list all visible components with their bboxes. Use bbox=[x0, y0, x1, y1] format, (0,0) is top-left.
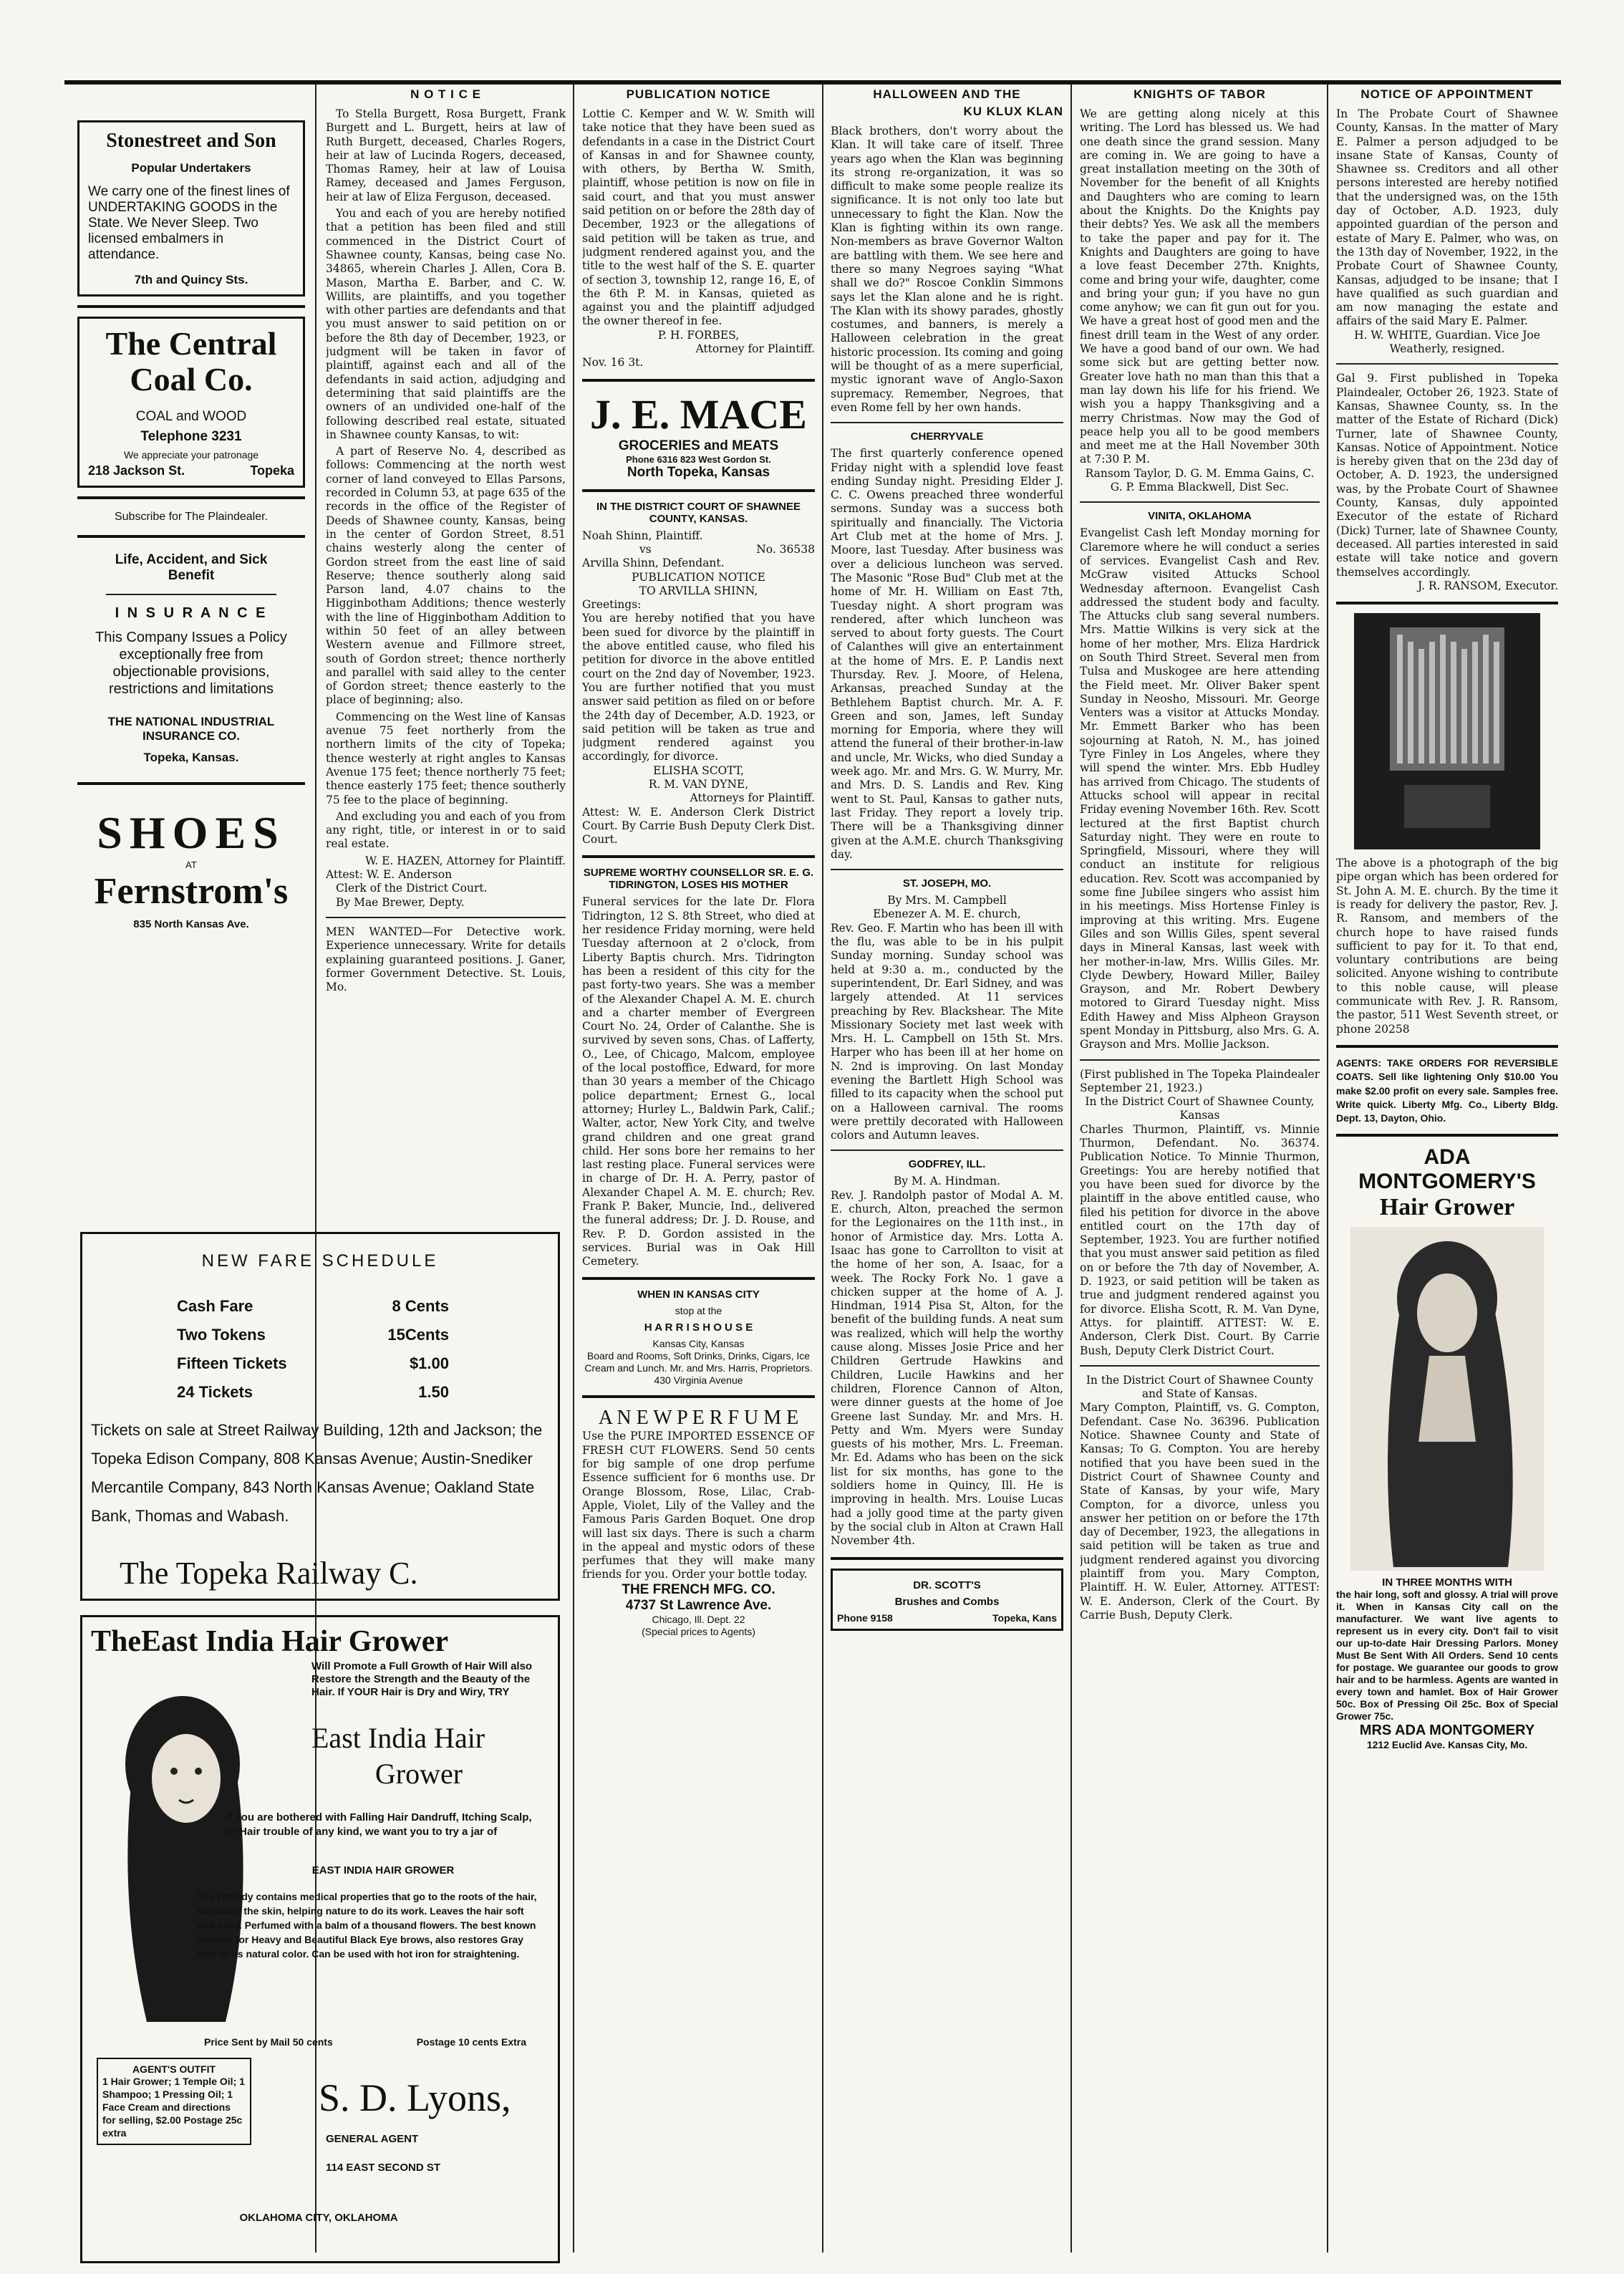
notice-para: To Stella Burgett, Rosa Burgett, Frank Burgett and L. Burgett, heirs at law of Ruth Burgett, deceased, Charles Rogers, heir at law of Lucinda Rogers, deceased, Thomas Ramey, heir at law of Louisa Ramey, deceased and James Ferguson, heir at law of Eliza Ferguson, deceased. bbox=[326, 107, 566, 203]
pubnotice-date: Nov. 16 3t. bbox=[582, 356, 644, 370]
east-india-ad bbox=[80, 1615, 560, 2263]
insurance-line-2: Benefit bbox=[168, 568, 215, 583]
appointment-sign-2: J. R. RANSOM, Executor. bbox=[1418, 579, 1558, 592]
column-5 bbox=[1080, 85, 1320, 2253]
divider bbox=[1336, 602, 1558, 604]
perfume-body: Use the PURE IMPORTED ESSENCE OF FRESH CUT FLOWERS. Send 50 cents for big sample of one drop perfume Essence sufficient for 6 months use. Dr Orange Blossom, Rose, Lilac, Crab-Apple, Violet, Lily of the Valley and the Famous Paris Garden Boquet. One drop will last six days. There is such a charm in the appeal and mystic odors of these perfumes that they will make many friends for you. Order your bottle today. bbox=[582, 1430, 815, 1581]
men-wanted-ad: MEN WANTED—For Detective work. Experience unnecessary. Write for details explaining guaranteed positions. J. Ganer, former Government Detective. St. Louis, Mo. bbox=[326, 925, 566, 994]
column-4 bbox=[831, 85, 1063, 2253]
divider bbox=[1080, 1365, 1320, 1367]
subscribe-line: Subscribe for The Plaindealer. bbox=[114, 511, 269, 523]
agent-title: GENERAL AGENT bbox=[326, 2133, 419, 2145]
notice-sign: W. E. HAZEN, Attorney for Plaintiff. bbox=[365, 854, 566, 867]
cherryvale-title: CHERRYVALE bbox=[910, 430, 984, 443]
montgomery-body: the hair long, soft and glossy. A trial will prove it. When in Kansas City call on the manufacturer. We want live agents to represent us in every city. Don't fail to visit our up-to-date Hair Dressing Parlors. Money Must Be Sent With All Orders. Send 10 cents for postage. We guarantee our goods to grow hair and to be harmless. Agents are wanted in every town and hamlet. Box of Hair Grower 50c. Box of Pressing Oil 25c. Box of Special Grower 75c. bbox=[1336, 1589, 1558, 1723]
column-rule bbox=[1327, 85, 1328, 2253]
mace-ad bbox=[582, 390, 815, 481]
agent-city: OKLAHOMA CITY, OKLAHOMA bbox=[239, 2212, 398, 2224]
fare-schedule-ad bbox=[80, 1232, 560, 1601]
coal-note: We appreciate your patronage bbox=[123, 449, 259, 461]
mace-name: J. E. MACE bbox=[590, 390, 807, 438]
scott-title: DR. SCOTT'S bbox=[913, 1579, 981, 1591]
montgomery-months: IN THREE MONTHS WITH bbox=[1382, 1576, 1512, 1589]
mace-phone: Phone 6316 823 West Gordon St. bbox=[626, 453, 771, 465]
insurance-city: Topeka, Kansas. bbox=[143, 751, 239, 764]
divider bbox=[831, 1557, 1063, 1560]
column-rule bbox=[1070, 85, 1072, 2253]
undertakers-body: We carry one of the finest lines of UNDERTAKING GOODS in the State. We Never Sleep. Two licensed embalmers in attendance. bbox=[88, 184, 290, 262]
divider bbox=[582, 1277, 815, 1280]
divider bbox=[582, 1395, 815, 1398]
appointment-body-2: Gal 9. First published in Topeka Plaindealer, October 26, 1923. State of Kansas, Shawnee County, ss. In the matter of the Estate of Richard (Dick) Turner, late of Shawnee County, Kansas. Notice of Appointment. Notice is hereby given that on the 23d day of October, A. D. 1923, the undersigned was, by the Probate Court of Shawnee County, Kansas, duly appointed Executor of the estate of Richard (Dick) Turner, late of Shawnee County, deceased. All parties interested in said estate will take notice and govern themselves accordingly. bbox=[1336, 372, 1558, 579]
notice-body bbox=[326, 107, 566, 852]
cherryvale-body: The first quarterly conference opened Friday night with a splendid love feast ending Sunday night. Presiding Elder J. C. C. Owens preached three wonderful sermons. Sunday was a success both spiritually and financially. The Victoria Art Club met at the home of Mrs. J. Moore, last Tuesday. After business was over a delicious luncheon was served. The Masonic "Rose Bud" Club met at the home of Mr. H. William on East 7th, Tuesday night. A short program was rendered, after which luncheon was served to about forty guests. The Court of Calanthes will give an entertainment at the home of Mrs. E. P. Landis next Thursday. Rev. J. Moore, of Helena, Arkansas, preached Sunday at the Bethlehem Baptist church. Mr. A. F. Green and son, James, left Sunday morning for Emporia, where they will attend the funeral of their brother-in-law and uncle, Mr. Wicks, who died Sunday a week ago. Mr. and Mrs. G. W. Murry, Mr. and Mrs. D. S. Landis and Rev. King went to St. Paul, Kansas to gather nuts, last Friday. They report a lovely trip. There will be a Thanksgiving dinner given at the A.M.E. church Thanksgiving day. bbox=[831, 447, 1063, 861]
montgomery-ad bbox=[1336, 1145, 1558, 1751]
supreme-title: SUPREME WORTHY COUNSELLOR SR. E. G. TIDRINGTON, LOSES HIS MOTHER bbox=[583, 867, 814, 892]
knights-title: KNIGHTS OF TABOR bbox=[1134, 87, 1266, 101]
appointment-title: NOTICE OF APPOINTMENT bbox=[1360, 87, 1534, 101]
divider bbox=[77, 305, 305, 308]
column-left-ads bbox=[77, 85, 305, 1200]
east-india-product-1: East India Hair bbox=[311, 1722, 485, 1754]
mace-line: GROCERIES and MEATS bbox=[618, 438, 779, 453]
notice-para: You and each of you are hereby notified that a petition has been filed and still commenced in the District Court of Shawnee county, Kansas, being case No. 34865, wherein Charles J. Allen, Cora B. Mason, Martha E. Barber, and C. W. Willits, are plaintiffs, and you together with other parties are defendants and that you must answer to said petition on or before the 8th day of December, 1923, or judgment will be taken in favor of plaintiff, against each and all of the defendants in said action, adjudging and determining that said plaintiffs are the owners of an undivided one-half of the following described real estate, situated in Shawnee county Kansas, to wit: bbox=[326, 207, 566, 441]
perfume-company: THE FRENCH MFG. CO. bbox=[622, 1581, 775, 1597]
insurance-company: THE NATIONAL INDUSTRIAL INSURANCE CO. bbox=[107, 715, 275, 743]
divider bbox=[77, 535, 305, 538]
thurmon-first: (First published in The Topeka Plaindealer September 21, 1923.) bbox=[1080, 1067, 1320, 1094]
coal-address: 218 Jackson St. bbox=[88, 463, 185, 478]
column-notice bbox=[326, 85, 566, 1200]
fare-row: Fifteen Tickets $1.00 bbox=[177, 1354, 449, 1372]
district-sign-2: R. M. VAN DYNE, bbox=[648, 777, 749, 791]
fare-body: Tickets on sale at Street Railway Building, 12th and Jackson; the Topeka Edison Company, 808 Kansas Avenue; Austin-Snediker Mercantile Company, 843 North Kansas Avenue; Oakland State Bank, Thomas and Wabash. bbox=[91, 1421, 543, 1525]
scott-phone: Phone 9158 bbox=[837, 1611, 893, 1624]
district-no: No. 36538 bbox=[756, 542, 815, 556]
divider bbox=[1336, 1045, 1558, 1048]
long-hair-woman-illustration bbox=[1350, 1227, 1544, 1571]
outfit-title: AGENT'S OUTFIT bbox=[132, 2063, 216, 2075]
coal-name-1: The Central bbox=[105, 325, 277, 362]
agents-ad: AGENTS: TAKE ORDERS FOR REVERSIBLE COATS. Sell like lightening Only $10.00 You make $2.00 profit on every sale. Samples free. Write quick. Liberty Mfg. Co., Liberty Bldg. Dept. 13, Dayton, Ohio. bbox=[1336, 1056, 1558, 1124]
godfrey-by: By M. A. Hindman. bbox=[893, 1175, 1001, 1188]
east-india-body: The remedy contains medical properties that go to the roots of the hair, stimulate the skin, helping nature to do its work. Leaves the hair soft and silky. Perfumed with a balm of a thousand flowers. The best known remedy for Heavy and Beautiful Black Eye brows, also restores Gray Hair to its natural color. Can be used with hot iron for straightening. bbox=[197, 1891, 537, 1960]
perfume-ad bbox=[582, 1407, 815, 1637]
fare-company: The Topeka Railway C. bbox=[120, 1556, 418, 1591]
shoes-ad bbox=[77, 806, 305, 930]
pipe-organ-photo bbox=[1340, 613, 1555, 849]
harris-city: Kansas City, Kansas bbox=[652, 1338, 745, 1350]
insurance-line-1: Life, Accident, and Sick bbox=[115, 552, 268, 567]
supreme-body: Funeral services for the late Dr. Flora Tidrington, 12 S. 8th Street, who died at her residence Friday morning, were held Tuesday afternoon at 2 o'clock, from Liberty Baptis church. Mrs. Tidrington has been a resident of this city for the past forty-two years. She was a member of the Alexander Chapel A. M. E. church and a charter member of Evergreen Court No. 24, Order of Calanthe. She is survived by seven sons, Chas. of Lafferty, O., Lee, of Chicago, Malcom, employee of the local postoffice, Edward, for more than 30 years a member of the Chicago police department; Ernest G., local attorney; Hurley L., Baldwin Park, Calif.; Walter, actor, New York City, and twelve grand children and one great grand child. Her sons bore her remains to her last resting place. Funeral services were in charge of Dr. H. A. Perry, pastor of Alexander Chapel A. M. E. church; Rev. Frank P. Baker, Muncie, Ind., delivered the funeral address; Dr. J. D. Rouse, and Rev. P. D. Gordon assisted in the services. Burial was in Oak Hill Cemetery. bbox=[582, 895, 815, 1268]
divider bbox=[831, 1150, 1063, 1151]
shoes-store: Fernstrom's bbox=[94, 871, 289, 912]
insurance-body: This Company Issues a Policy exceptionally free from objectionable provisions, restrictions and limitations bbox=[95, 630, 287, 697]
pubnotice-title: PUBLICATION NOTICE bbox=[626, 87, 771, 101]
divider bbox=[1336, 1134, 1558, 1137]
undertakers-sub: Popular Undertakers bbox=[131, 161, 251, 175]
montgomery-sign: MRS ADA MONTGOMERY bbox=[1359, 1723, 1535, 1739]
divider bbox=[831, 422, 1063, 423]
district-sign-3: Attorneys for Plaintiff. bbox=[690, 791, 815, 805]
organ-caption: The above is a photograph of the big pipe organ which has been ordered for St. John A. M. E. church. By the time it is ready for delivery the pastor, Rev. J. R. Ransom, and members of the church hope to have raised funds sufficient to pay for it. To that end, voluntary contributions are being solicited. Anyone wishing to contribute to this noble cause, will please communicate with Rev. J. R. Ransom, the pastor, 511 West Seventh street, or phone 20258 bbox=[1336, 857, 1558, 1036]
district-plaintiff: Noah Shinn, Plaintiff. bbox=[582, 529, 703, 542]
harris-body: Board and Rooms, Soft Drinks, Drinks, Cigars, Ice Cream and Lunch. Mr. and Mrs. Harris, Proprietors. 430 Virginia Avenue bbox=[584, 1350, 813, 1387]
divider bbox=[77, 496, 305, 499]
perfume-city: Chicago, Ill. Dept. 22 bbox=[652, 1613, 745, 1625]
godfrey-body: Rev. J. Randolph pastor of Modal A. M. E. church, Alton, preached the sermon for the Legionaires on the 11th inst., in honor of Armistice day. Mrs. Lotta A. Isaac has gone to Carrollton to visit at the home of her son, A. Isaac, for a week. The Rocky Fork No. 1 gave a chicken supper at the home of A. J. Hindman, 1914 Pisa St, Alton, for the benefit of the building funds. A neat sum was realized, which will help the worthy cause along. Misses Josie Price and her Children Gertrude Hawkins and Children, Lucile Hawkins and her children, Florence Cannon of Alton, were dinner guests at the home of Joe Greene last Sunday. Mr. and Mrs. H. Petty and Wm. Myers were Sunday guests of his mother, Mrs. L. Freeman. Mr. Ed. Adams who has been on the sick list for six months, has gone to the soldiers home in Quincy, Ill. He is improving in health. Mrs. Louise Lucas had a jolly good time at the party given by the social club in Alton at Crawn Hall November 4th. bbox=[831, 1188, 1063, 1548]
agent-name: S. D. Lyons, bbox=[319, 2076, 511, 2119]
outfit-body: 1 Hair Grower; 1 Temple Oil; 1 Shampoo; 1 Pressing Oil; 1 Face Cream and directions for selling, $2.00 Postage 25c extra bbox=[102, 2076, 245, 2139]
montgomery-sub: Hair Grower bbox=[1379, 1194, 1515, 1221]
godfrey-title: GODFREY, ILL. bbox=[908, 1158, 986, 1171]
divider bbox=[326, 917, 566, 918]
compton-court: In the District Court of Shawnee County and State of Kansas. bbox=[1086, 1373, 1314, 1401]
notice-para: And excluding you and each of you from any right, title, or interest in or to said real estate. bbox=[326, 809, 566, 851]
shoes-address: 835 North Kansas Ave. bbox=[133, 918, 249, 930]
district-title: IN THE DISTRICT COURT OF SHAWNEE COUNTY, KANSAS. bbox=[596, 500, 801, 525]
divider bbox=[831, 869, 1063, 870]
district-sub: PUBLICATION NOTICE bbox=[632, 570, 765, 584]
coal-ad bbox=[77, 317, 305, 488]
shoes-at: AT bbox=[185, 859, 197, 870]
east-india-title: TheEast India Hair Grower bbox=[91, 1625, 448, 1658]
compton-body: Mary Compton, Plaintiff, vs. G. Compton, Defendant. Case No. 36396. Publication Notice. Shawnee County and State of Kansas; To G. Compton. You are hereby notified that you have been sued in the District Court of Shawnee County and State of Kansas, by your wife, Mary Compton, for a divorce, unless you answer her petition on or before the 17th day of December, 1923, the allegations in said petition will be taken as true and judgment rendered against you divorcing plaintiff from you. Mary Compton, Plaintiff. H. W. Euler, Attorney. ATTEST: W. E. Anderson, Clerk of the Court. By Carrie Bush, Deputy Clerk. bbox=[1080, 1401, 1320, 1622]
pubnotice-body: Lottie C. Kemper and W. W. Smith will take notice that they have been sued as defendants in a case in the District Court of Kansas in and for Shawnee county, with others, by Bertha W. Smith, plaintiff, whose petition is now on file in said court, and that you must answer said petition on or before the 28th day of December, 1923 or the allegations of said petition will be taken as true, and judgment rendered against you, and the title to the west half of the S. E. quarter of section 3, township 12, range 16, E, of the 6th P. M. in Kansas, quieted as against you and the plaintiff adjudged the owner thereof in fee. bbox=[582, 107, 815, 328]
montgomery-title: ADA MONTGOMERY'S bbox=[1358, 1145, 1536, 1194]
column-6 bbox=[1336, 85, 1558, 2253]
district-attest: Attest: W. E. Anderson Clerk District Court. By Carrie Bush Deputy Clerk Dist. Court. bbox=[582, 805, 815, 847]
coal-phone: Telephone 3231 bbox=[140, 429, 242, 444]
divider bbox=[582, 379, 815, 382]
fare-row: 24 Tickets 1.50 bbox=[177, 1383, 449, 1401]
appointment-body-1: In The Probate Court of Shawnee County, Kansas. In the matter of Mary E. Palmer a person adjudged to be insane State of Kansas, County of Shawnee ss. Creditors and all other persons interested are hereby notified that the undersigned was, on the 15th day of October, A.D. 1923, duly appointed guardian of the person and estate of Mary E. Palmer, who was, on the 13th day of November, 1922, in the Probate Court of Shawnee County, Kansas, adjudged to be insane; that I have qualified as such guardian and am now managing the estate and affairs of the said Mary E. Palmer. bbox=[1336, 107, 1558, 328]
vinita-body: Evangelist Cash left Monday morning for Claremore where he will conduct a series of services. Evangelist Cash and Rev. McGraw visited Attucks School Wednesday afternoon. Evangelist Cash addressed the student body and faculty. The Attucks club sang several numbers. Mrs. Mattie Wilkins is very sick at the home of her mother, Mrs. Eliza Hardrick on South Third Street. Several men from Tulsa and Muskogee are here attending the Field meet. Mr. Oliver Baker spent Sunday in Neosho, Missouri. Mr. George Venters was a visitor at Attucks Monday. Mr. Emmett Barker who has been sojourning at Ratoh, N. M., has joined Tyre Finley in Los Angeles, where they will spend the winter. Mrs. Ebb Hudley has arrived from Chicago. The students of Attucks school will appear in recital Friday evening November 16th. Rev. Scott lectured at the first Baptist church Saturday night. They were en route to Springfield, Missouri, where they will conduct an institute for religious education. Rev. Scott was accompanied by some fine Jubilee singers who assist him in his meetings. Miss Hortense Finley is improving at this writing. Mrs. Eugene Giles and son Willis Giles, spent several days in Mineral Kansas, last week with her mother-in-law, Mrs. Willis Giles. Mr. Clyde Dewbery, Howard Miller, Bailey Grayson, and Mr. Robert Dewbery motored to Girard Tuesday night. Miss Edith Hawey and Miss Alpheon Grayson spent Monday in Pittsburg, also Mrs. G. A. Grayson and Mrs. Mollie Jackson. bbox=[1080, 526, 1320, 1051]
fare-row: Cash Fare 8 Cents bbox=[177, 1297, 449, 1315]
montgomery-address: 1212 Euclid Ave. Kansas City, Mo. bbox=[1366, 1739, 1528, 1751]
coal-city: Topeka bbox=[250, 463, 294, 478]
agent-outfit-box bbox=[97, 2058, 251, 2145]
stjoseph-title: ST. JOSEPH, MO. bbox=[902, 877, 992, 890]
divider bbox=[582, 855, 815, 858]
notice-title: N O T I C E bbox=[410, 87, 481, 101]
stjoseph-by: By Mrs. M. Campbell bbox=[887, 894, 1007, 907]
klan-body: Black brothers, don't worry about the Klan. It will take care of itself. Three years ago when the Klan was beginning its strong re-organization, it was so difficult to make some people realize its significance. It is not only too late but unnecessary to fight the Klan. Now the Klan is fighting within its own range. Non-members as brave Governor Walton are battling with them. We see here and there so many Negroes saying "What shall we do?" Roscoe Conklin Simmons says let the Klan alone and he is right. The Klan with its showy parades, ghostly costumes, and banners, is merely a Halloween celebration in the great historic procession. Its coming and going will be thought of as a mere superficial, mystic ignorant wave of Anglo-Saxon supremacy. Remember, Negroes, that even Rome fell by her own hands. bbox=[831, 125, 1063, 414]
district-sign-1: ELISHA SCOTT, bbox=[653, 763, 744, 777]
east-india-intro: Will Promote a Full Growth of Hair Will also Restore the Strength and the Beauty of the Hair. If YOUR Hair is Dry and Wiry, TRY bbox=[311, 1660, 533, 1698]
notice-para: Commencing on the West line of Kansas avenue 75 feet northerly from the northern limits of the city of Topeka; thence westerly at right angles to Kansas Avenue 175 feet; thence northerly 75 feet; thence easterly 175 feet; thence southerly 75 fee to the place of beginning. bbox=[326, 710, 566, 806]
klan-title-2: KU KLUX KLAN bbox=[963, 105, 1063, 118]
vinita-title: VINITA, OKLAHOMA bbox=[1148, 510, 1252, 523]
harris-title: WHEN IN KANSAS CITY bbox=[637, 1288, 760, 1301]
scott-city: Topeka, Kans bbox=[992, 1611, 1057, 1624]
notice-deputy: By Mae Brewer, Depty. bbox=[336, 895, 465, 909]
stjoseph-body: Rev. Geo. F. Martin who has been ill with the flu, was able to be in his pulpit Sunday morning. Sunday school was held at 9:30 a. m., conducted by the superintendent, Dr. Earl Sidney, and was largely attended. At 11 services preaching by Rev. Blackshear. The Mite Missionary Society met last week with Mrs. H. L. Campbell on 15th St. Mrs. Harper who has been ill at her home on N. 2nd is improving. On last Monday evening the Bartlett High School was filled to its capacity when the school put on a Halloween carnival. The rooms were prettily decorated with Halloween colors and Autumn leaves. bbox=[831, 921, 1063, 1142]
notice-para: A part of Reserve No. 4, described as follows: Commencing at the north west corner of land conveyed to Ellas Parsons, recorded in Column 53, at page 635 of the records in the office of the Register of Deeds of Shawnee county, Kansas, being in the center of Gordon Street, 8.51 chains westerly along the center of Gordon street from the east line of said Reserve; thence southerly along said Parson land, 4.07 chains to the Higginbotham Additions; thence westerly with the line of Higginbotham Addition to within 50 feet of an alley between Western avenue and Fillmore street, south of Gordon street; thence northerly and parallel with said alley to the center of Gordon street; thence easterly to the place of beginning; also. bbox=[326, 445, 566, 707]
fare-row: Two Tokens 15Cents bbox=[177, 1326, 449, 1344]
column-rule bbox=[573, 85, 574, 2253]
coal-name-2: Coal Co. bbox=[130, 361, 253, 398]
east-india-postage: Postage 10 cents Extra bbox=[416, 2036, 526, 2048]
mace-city: North Topeka, Kansas bbox=[627, 464, 770, 480]
coal-goods: COAL and WOOD bbox=[135, 409, 247, 424]
divider bbox=[1080, 501, 1320, 503]
divider bbox=[582, 489, 815, 492]
district-body: You are hereby notified that you have been sued for divorce by the plaintiff in the above entitled cause, who filed his petition for divorce in the above entitled court on the 2nd day of November, 1923. You are further notified that you must answer said petition as filed on or before the 24th day of December, A.D. 1923, or said petition will be taken as true and judgment rendered against you accordingly, for divorce. bbox=[582, 612, 815, 763]
divider bbox=[77, 782, 305, 785]
appointment-sign-1: H. W. WHITE, Guardian. Vice Joe Weatherly, resigned. bbox=[1354, 328, 1540, 356]
perfume-note: (Special prices to Agents) bbox=[642, 1625, 755, 1637]
column-3 bbox=[582, 85, 815, 2253]
district-defendant: Arvilla Shinn, Defendant. bbox=[582, 557, 725, 570]
fare-title: NEW FARE SCHEDULE bbox=[201, 1251, 439, 1271]
scott-sub: Brushes and Combs bbox=[894, 1595, 1000, 1608]
klan-title-1: HALLOWEEN AND THE bbox=[873, 87, 1021, 101]
harris-stop: stop at the bbox=[675, 1305, 722, 1317]
east-india-banner: EAST INDIA HAIR GROWER bbox=[311, 1864, 455, 1876]
knights-body: We are getting along nicely at this writing. The Lord has blessed us. We had one death since the grand session. Many are coming in. We are going to have a great installation meeting on the 30th of November for the benefit of all Knights and Daughters who are coming to learn about the Knights. Do the Knights pay their debts? Yes. We ask all the members to take the paper and pay for it. The Knights and Daughters are going to have a love feast December 27th. Knights, come and bring your wife, daughter, come and bring your gun; if you have no gun come anyhow; we can fit gun out for you. We have a great host of good men and the finest drill team in the West of any order. We have a good band of our own. We had some sick but are getting better now. Greater love hath no man than this that a man lay down his life for his friend. We wish you a happy Thanksgiving and a merry Christmas. Now may the God of peace help you all to be good members and meet me at the Hall November 30th at 7:30 P. M. bbox=[1080, 107, 1320, 466]
perfume-title: A N E W P E R F U M E bbox=[598, 1407, 799, 1430]
scott-ad bbox=[831, 1569, 1063, 1631]
stjoseph-church: Ebenezer A. M. E. church, bbox=[873, 907, 1021, 921]
notice-attest: Attest: W. E. Anderson bbox=[326, 868, 453, 882]
insurance-ad bbox=[77, 552, 305, 765]
shoes-title: SHOES bbox=[97, 807, 286, 858]
undertakers-name: Stonestreet and Son bbox=[106, 130, 276, 152]
district-to: TO ARVILLA SHINN, bbox=[639, 584, 758, 597]
pubnotice-sign: P. H. FORBES, bbox=[657, 328, 740, 342]
thurmon-court: In the District Court of Shawnee County, Kansas bbox=[1085, 1095, 1315, 1122]
district-greet: Greetings: bbox=[582, 598, 642, 612]
knights-sign: Ransom Taylor, D. G. M. Emma Gains, C. G. P. Emma Blackwell, Dist Sec. bbox=[1085, 466, 1315, 494]
east-india-price: Price Sent by Mail 50 cents bbox=[204, 2036, 333, 2048]
east-india-pitch: If you are bothered with Falling Hair Dandruff, Itching Scalp, or Hair trouble of any kind, we want you to try a jar of bbox=[226, 1811, 532, 1838]
divider bbox=[1336, 363, 1558, 365]
divider bbox=[1080, 1059, 1320, 1061]
agent-address: 114 EAST SECOND ST bbox=[326, 2162, 441, 2174]
notice-clerk: Clerk of the District Court. bbox=[336, 882, 488, 895]
woman-portrait-illustration bbox=[104, 1685, 261, 2029]
divider bbox=[106, 594, 276, 595]
perfume-address: 4737 St Lawrence Ave. bbox=[625, 1597, 772, 1613]
insurance-title: I N S U R A N C E bbox=[115, 605, 268, 621]
harris-house-ad bbox=[582, 1288, 815, 1387]
undertakers-address: 7th and Quincy Sts. bbox=[134, 273, 248, 286]
harris-name: H A R R I S H O U S E bbox=[644, 1321, 753, 1334]
thurmon-body: Charles Thurmon, Plaintiff, vs. Minnie Thurmon, Defendant. No. 36374. Publication Notice. To Minnie Thurmon, Greetings: You are hereby notified that you have been sued for divorce by the plaintiff in the above entitled cause, who filed his petition for divorce in the above entitled court on the 17th day of September, 1923. You are further notified that you must answer said petition as filed on or before the 7th day of November, A. D. 1923, or said petition will be taken as true and judgment rendered against you for divorce. Elisha Scott, R. M. Van Dyne, Attys. for plaintiff. ATTEST: W. E. Anderson, Clerk Dist. Court. By Carrie Bush, Deputy Clerk District Court. bbox=[1080, 1122, 1320, 1357]
column-rule bbox=[822, 85, 823, 2253]
pubnotice-sign-2: Attorney for Plaintiff. bbox=[695, 342, 815, 356]
undertakers-ad bbox=[77, 120, 305, 297]
east-india-product-2: Grower bbox=[374, 1758, 463, 1790]
district-vs: vs bbox=[639, 542, 652, 556]
